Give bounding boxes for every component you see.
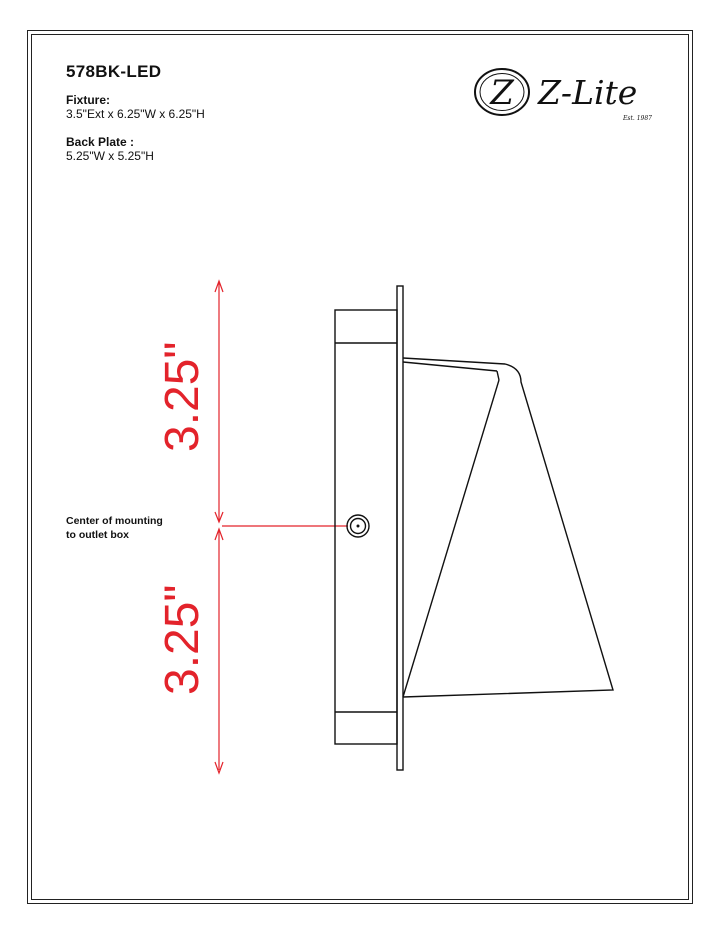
lower-dimension-label: 3.25" xyxy=(156,584,209,695)
backplate-label: Back Plate : xyxy=(66,135,135,149)
shade-profile xyxy=(403,358,613,697)
logo-monogram: Z xyxy=(490,73,514,113)
model-number: 578BK-LED xyxy=(66,62,162,81)
mounting-hole-center xyxy=(357,525,359,527)
fixture-outline xyxy=(335,286,613,770)
dimension-lines xyxy=(215,281,348,773)
mounting-center-note xyxy=(66,514,196,542)
mounting-note-line2: to outlet box xyxy=(66,529,129,541)
shade-inner-edge xyxy=(403,380,499,697)
fixture-label: Fixture: xyxy=(66,93,111,107)
back-plate xyxy=(397,286,403,770)
logo-established: Est. 1987 xyxy=(623,115,652,122)
shade-lip xyxy=(497,371,499,380)
mounting-note-line1: Center of mounting xyxy=(66,515,163,527)
upper-dimension-label: 3.25" xyxy=(156,341,209,452)
logo-brand: Z-Lite xyxy=(538,73,638,112)
fixture-dimensions: 3.5"Ext x 6.25"W x 6.25"H xyxy=(66,107,205,121)
backplate-dimensions: 5.25"W x 5.25"H xyxy=(66,149,154,163)
